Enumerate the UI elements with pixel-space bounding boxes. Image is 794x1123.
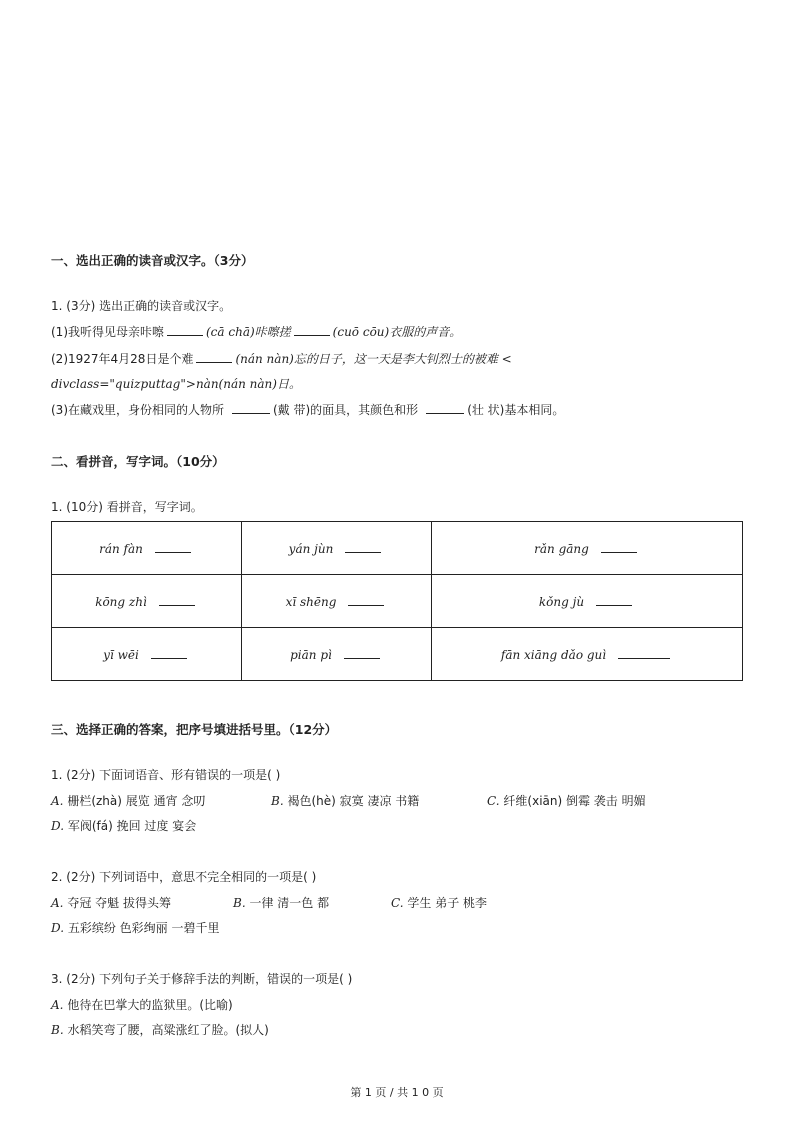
table-cell [432,628,743,681]
text-segment: (cuō cōu)衣服的声音。 [332,325,462,339]
option-c[interactable] [391,894,487,911]
option-a[interactable] [51,792,205,809]
pinyin-text: yī wēi [103,647,139,662]
table-cell [52,575,242,628]
option-letter: A. [51,794,64,808]
answer-blank[interactable] [159,594,195,606]
question-score: (3分) [66,299,96,313]
text-segment: (nán nàn)忘的日子，这一天是李大钊烈士的被难 < [235,352,512,366]
option-letter: C. [487,794,500,808]
question-text: 下列词语中，意思不完全相同的一项是( ) [99,870,317,884]
question-prompt [51,970,352,987]
question-prompt [51,766,280,783]
option-text: 水稻笑弯了腰，高粱涨红了脸。(拟人) [67,1023,269,1037]
option-letter: A. [51,896,64,910]
question-number: 3. [51,972,63,986]
question-number: 2. [51,870,63,884]
pinyin-text: yán jùn [288,541,334,556]
option-text: 军阀(fá) 挽回 过度 宴会 [67,819,197,833]
table-cell [52,522,242,575]
question-text: 下面词语音、形有错误的一项是( ) [99,768,281,782]
option-letter: C. [391,896,404,910]
answer-blank[interactable] [155,541,191,553]
answer-blank[interactable] [596,594,632,606]
question-number: 1. [51,299,63,313]
option-letter: A. [51,998,64,1012]
option-letter: B. [51,1023,64,1037]
question-score: (2分) [66,972,96,986]
option-b[interactable] [51,1021,269,1038]
text-segment: (3)在藏戏里，身份相同的人物所 [51,403,224,417]
pinyin-text: rǎn gāng [534,541,589,556]
text-segment: (cā chā)咔嚓搓 [206,325,291,339]
pinyin-text: rán fàn [99,541,143,556]
question-number: 1. [51,500,63,514]
answer-blank[interactable] [426,402,464,414]
option-text: 五彩缤纷 色彩绚丽 一碧千里 [67,921,220,935]
option-text: 学生 弟子 桃李 [407,896,488,910]
option-letter: D. [51,921,65,935]
pinyin-text: fān xiāng dǎo guì [500,647,607,662]
pinyin-text: kǒng jù [538,594,585,609]
text-segment: (戴 带)的面具，其颜色和形 [273,403,419,417]
question-score: (2分) [66,870,96,884]
answer-blank[interactable] [345,541,381,553]
page-footer: 第 1 页 / 共 1 0 页 [350,1086,444,1099]
table-row [52,575,743,628]
option-a[interactable] [51,996,233,1013]
pinyin-text: xī shēng [285,594,337,609]
pinyin-text: piān pì [290,647,332,662]
text-segment: (壮 状)基本相同。 [467,403,565,417]
sub-question-3 [51,401,564,418]
option-text: 栅栏(zhà) 展览 通宵 念叨 [67,794,206,808]
section3-heading: 三、选择正确的答案，把序号填进括号里。（12分） [51,722,338,737]
option-b[interactable] [271,792,419,809]
section1-heading: 一、选出正确的读音或汉字。（3分） [51,253,254,268]
option-text: 纤维(xiān) 倒霉 袭击 明媚 [503,794,646,808]
answer-blank[interactable] [151,647,187,659]
option-d[interactable] [51,817,196,834]
table-row [52,628,743,681]
option-text: 一律 清一色 都 [249,896,330,910]
answer-blank[interactable] [167,324,203,336]
question-prompt [51,868,316,885]
pinyin-text: kōng zhì [95,594,147,609]
answer-blank[interactable] [344,647,380,659]
table-row [52,522,743,575]
question-text: 下列句子关于修辞手法的判断，错误的一项是( ) [99,972,353,986]
sub-question-2-cont: divclass="quizputtag">nàn(nán nàn)日。 [51,377,301,391]
sub-question-1 [51,323,461,340]
pinyin-table [51,521,743,681]
option-text: 夺冠 夺魁 拔得头筹 [67,896,171,910]
question-score: (2分) [66,768,96,782]
option-text: 褐色(hè) 寂寞 凄凉 书籍 [287,794,420,808]
table-cell [432,575,743,628]
question-text: 选出正确的读音或汉字。 [99,299,232,313]
option-text: 他待在巴掌大的监狱里。(比喻) [67,998,233,1012]
text-segment: (1)我听得见母亲咔嚓 [51,325,164,339]
table-cell [242,628,432,681]
option-letter: B. [233,896,246,910]
option-a[interactable] [51,894,171,911]
sub-question-2 [51,350,512,367]
answer-blank[interactable] [601,541,637,553]
answer-blank[interactable] [232,402,270,414]
option-b[interactable] [233,894,329,911]
answer-blank[interactable] [294,324,330,336]
question-prompt [51,498,203,515]
option-letter: D. [51,819,65,833]
text-segment: (2)1927年4月28日是个难 [51,352,194,366]
section2-heading: 二、看拼音，写字词。（10分） [51,454,225,469]
answer-blank[interactable] [196,351,232,363]
question-prompt [51,297,231,314]
answer-blank[interactable] [348,594,384,606]
question-text: 看拼音，写字词。 [106,500,203,514]
option-letter: B. [271,794,284,808]
table-cell [242,575,432,628]
option-d[interactable] [51,919,219,936]
table-cell [242,522,432,575]
option-c[interactable] [487,792,646,809]
table-cell [52,628,242,681]
question-number: 1. [51,768,63,782]
question-score: (10分) [66,500,103,514]
table-cell [432,522,743,575]
answer-blank[interactable] [618,647,670,659]
